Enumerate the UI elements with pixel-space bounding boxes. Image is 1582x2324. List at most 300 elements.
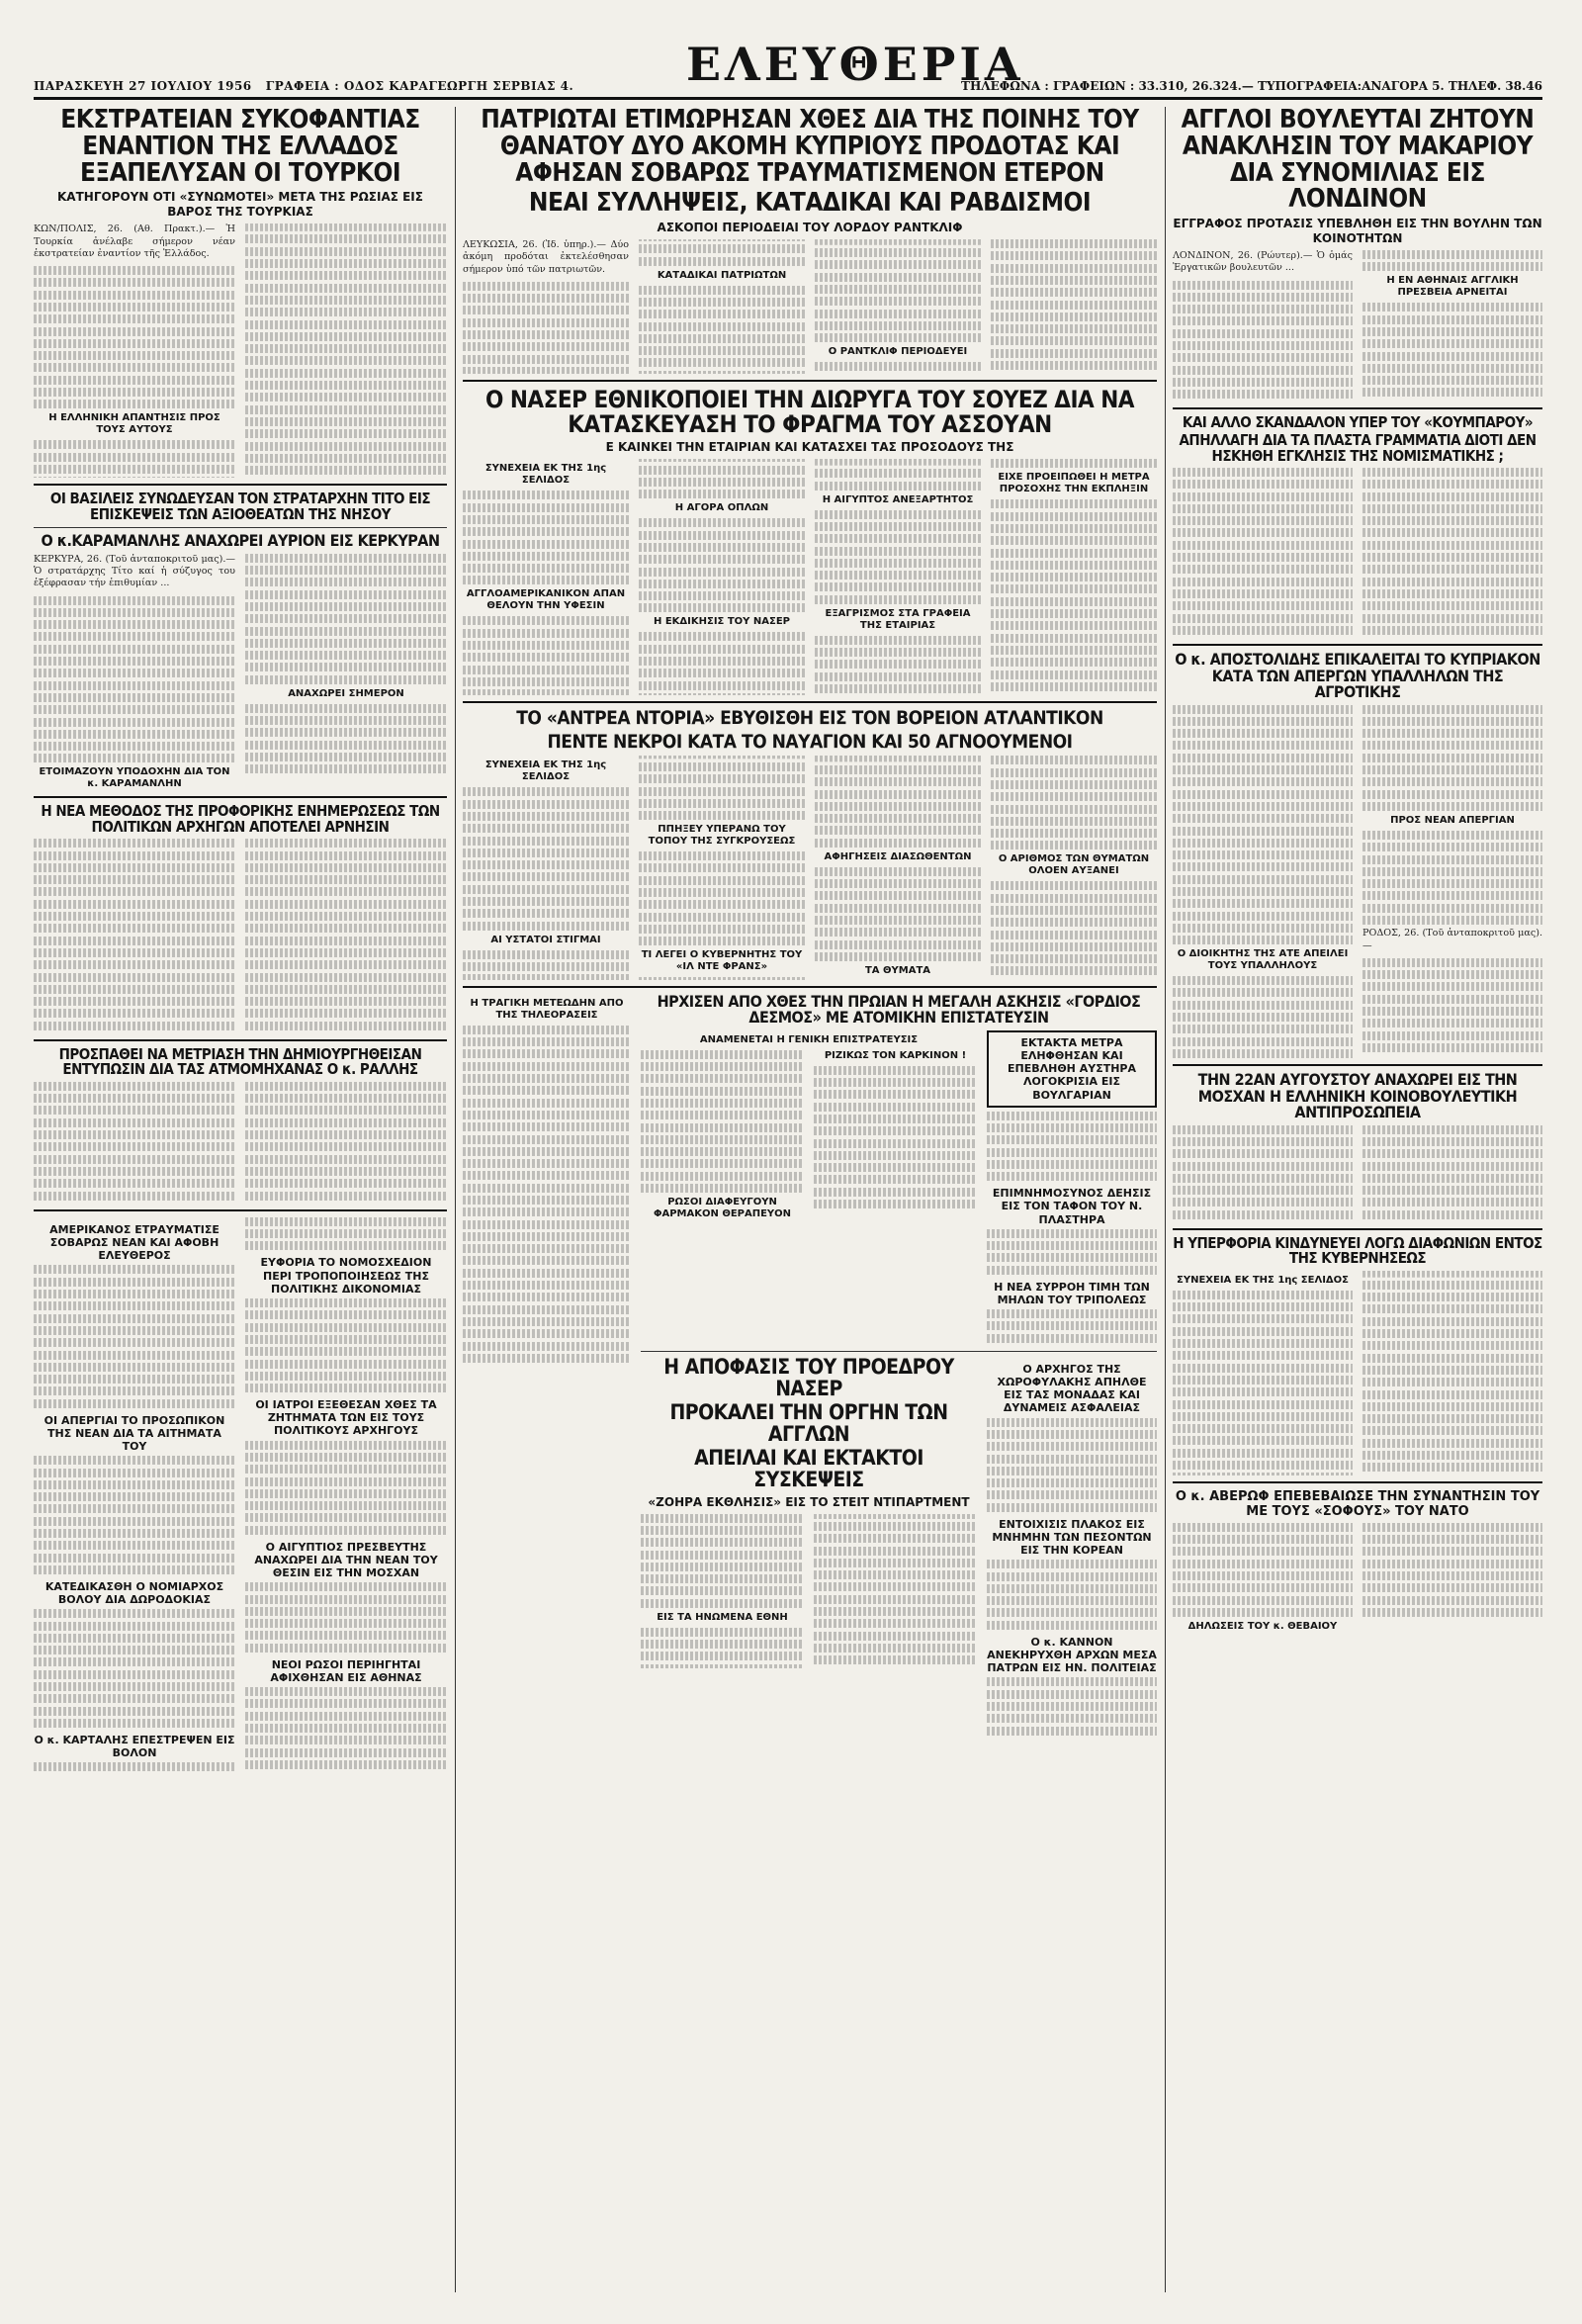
body-text-line bbox=[991, 805, 1157, 814]
body-text-line bbox=[34, 1022, 235, 1030]
body-text-line bbox=[245, 875, 447, 884]
headline-turkish-campaign: ΕΚΣΤΡΑΤΕΙΑΝ ΣΥΚΟΦΑΝΤΙΑΣ ΕΝΑΝΤΙΟΝ ΤΗΣ ΕΛΛΑΔΟΣ ΕΞΑΠΕΛΥΣΑΝ ΟΙ ΤΟΥΡΚΟΙ bbox=[60, 105, 420, 188]
body-text-line bbox=[34, 912, 235, 921]
body-text-line bbox=[1173, 468, 1353, 477]
body-text-line bbox=[463, 1159, 631, 1168]
body-text-line bbox=[463, 1171, 631, 1180]
body-text-line bbox=[34, 681, 235, 690]
body-text-line bbox=[1173, 1523, 1353, 1532]
body-text-line bbox=[245, 764, 447, 773]
body-text-line bbox=[639, 632, 805, 641]
body-text-line bbox=[639, 787, 805, 796]
body-text-line bbox=[815, 248, 981, 257]
article-andrea-doria bbox=[463, 756, 1157, 980]
body-text-line bbox=[1173, 565, 1353, 574]
body-text-line bbox=[245, 344, 447, 353]
article-nasser-suez bbox=[463, 459, 1157, 695]
subhead-state-department: «ΖΟΗΡΑ ΕΚΘΛΗΣΙΣ» ΕΙΣ ΤΟ ΣΤΕΙΤ ΝΤΙΠΑΡΤΜΕΝΤ bbox=[648, 1494, 970, 1509]
body-text-line bbox=[245, 466, 447, 475]
body-text-line bbox=[815, 636, 981, 645]
body-text-line bbox=[815, 672, 981, 681]
body-text-line bbox=[1362, 528, 1542, 537]
body-text-line bbox=[245, 417, 447, 426]
headline-nea-methodos: Η ΝΕΑ ΜΕΘΟΔΟΣ ΤΗΣ ΠΡΟΦΟΡΙΚΗΣ ΕΝΗΜΕΡΩΣΕΩΣ ΤΩΝ ΠΟΛΙΤΙΚΩΝ ΑΡΧΗΓΩΝ ΑΠΟΤΕΛΕΙ ΑΡΝΗΣΙΝ bbox=[41, 802, 440, 836]
subhead-victims: ΤΑ ΘΥΜΑΤΑ bbox=[864, 964, 931, 976]
column-left bbox=[34, 107, 447, 1773]
body-text-line bbox=[34, 266, 235, 275]
body-text-line bbox=[1362, 1547, 1542, 1556]
headline-nasser-decision: Η ΑΠΟΦΑΣΙΣ ΤΟΥ ΠΡΟΕΔΡΟΥ ΝΑΣΕΡ bbox=[663, 1354, 954, 1400]
headline-british-anger: ΠΡΟΚΑΛΕΙ ΤΗΝ ΟΡΓΗΝ ΤΩΝ ΑΓΓΛΩΝ bbox=[669, 1400, 948, 1446]
body-text-line bbox=[34, 730, 235, 739]
body-text-line bbox=[463, 837, 629, 846]
article-dateline: ΚΩΝ/ΠΟΛΙΣ, 26. (Αθ. Πρακτ.).— Ἡ Τουρκία ἀνέλαβε σήμερον νέαν ἐκστρατείαν ἐναντίον τῆς Ἑλλάδος. bbox=[34, 223, 235, 259]
body-text-line bbox=[991, 549, 1157, 558]
subhead-last-moments: ΑΙ ΥΣΤΑΤΟΙ ΣΤΙΓΜΑΙ bbox=[490, 934, 601, 945]
body-text-line bbox=[34, 400, 235, 408]
body-text-line bbox=[641, 1111, 804, 1119]
masthead-title: ΕΛΕΥΘΕΡΙΑ bbox=[686, 38, 1024, 91]
body-text-line bbox=[245, 1179, 447, 1188]
subhead-death-toll: Ο ΑΡΙΘΜΟΣ ΤΩΝ ΘΥΜΑΤΩΝ ΟΛΟΕΝ ΑΥΞΑΝΕΙ bbox=[998, 853, 1150, 877]
body-text-line bbox=[1362, 1162, 1542, 1171]
body-text-line bbox=[245, 675, 447, 684]
body-text-line bbox=[463, 282, 629, 291]
body-text-line bbox=[34, 1565, 235, 1574]
body-text-line bbox=[34, 465, 235, 474]
body-text-line bbox=[991, 251, 1157, 260]
body-text-line bbox=[1173, 1461, 1353, 1470]
body-text-line bbox=[1173, 1364, 1353, 1373]
body-text-line bbox=[641, 1184, 804, 1193]
article-averof bbox=[1173, 1523, 1542, 1633]
body-text-line bbox=[815, 482, 981, 491]
body-text-line bbox=[245, 1760, 447, 1769]
body-text-line bbox=[245, 639, 447, 648]
body-text-line bbox=[245, 1347, 447, 1356]
body-text-line bbox=[987, 1321, 1157, 1330]
brief-nomosxedio: ΕΥΦΟΡΙΑ ΤΟ ΝΟΜΟΣΧΕΔΙΟΝ ΠΕΡΙ ΤΡΟΠΟΠΟΙΗΣΕΩΣ ΤΗΣ ΠΟΛΙΤΙΚΗΣ ΔΙΚΟΝΟΜΙΑΣ bbox=[260, 1256, 432, 1296]
body-text-line bbox=[1362, 541, 1542, 550]
headline-police-chief: Ο ΑΡΧΗΓΟΣ ΤΗΣ ΧΩΡΟΦΥΛΑΚΗΣ ΑΠΗΛΘΕ ΕΙΣ ΤΑΣ ΜΟΝΑΔΑΣ ΚΑΙ ΔΥΝΑΜΕΙΣ ΑΣΦΑΛΕΙΑΣ bbox=[997, 1362, 1147, 1415]
body-text-line bbox=[1173, 777, 1353, 786]
body-text-line bbox=[1362, 1366, 1542, 1375]
body-text-line bbox=[245, 614, 447, 623]
headline-koumbaros: ΚΑΙ ΑΛΛΟ ΣΚΑΝΔΑΛΟΝ ΥΠΕΡ ΤΟΥ «ΚΟΥΜΠΑΡΟΥ» bbox=[1182, 412, 1534, 431]
body-text-line bbox=[34, 937, 235, 945]
body-text-line bbox=[34, 278, 235, 287]
headline-andrea-doria: ΤΟ «ΑΝΤΡΕΑ ΝΤΟΡΙΑ» ΕΒΥΘΙΣΘΗ ΕΙΣ ΤΟΝ ΒΟΡΕΙΟΝ ΑΤΛΑΝΤΙΚΟΝ bbox=[516, 707, 1103, 730]
body-text-line bbox=[987, 1621, 1157, 1630]
body-text-line bbox=[641, 1551, 804, 1560]
body-text-line bbox=[245, 284, 447, 293]
body-text-line bbox=[34, 1554, 235, 1563]
body-text-line bbox=[1173, 875, 1353, 884]
body-text-line bbox=[34, 924, 235, 933]
body-text-line bbox=[245, 454, 447, 463]
subhead-flight-over: ΠΠΗΞΕΥ ΥΠΕΡΑΝΩ ΤΟΥ ΤΟΠΟΥ ΤΗΣ ΣΥΓΚΡΟΥΣΕΩΣ bbox=[648, 824, 796, 848]
body-text-line bbox=[987, 1572, 1157, 1581]
body-text-line bbox=[34, 1338, 235, 1347]
body-text-line bbox=[641, 1640, 804, 1649]
body-text-line bbox=[245, 1384, 447, 1392]
body-text-line bbox=[463, 1196, 631, 1205]
headline-karamanlis-kerkyra: Ο κ.ΚΑΡΑΜΑΝΛΗΣ ΑΝΑΧΩΡΕΙ ΑΥΡΙΟΝ ΕΙΣ ΚΕΡΚΥΡΑΝ bbox=[41, 531, 440, 551]
body-text-line bbox=[639, 543, 805, 552]
body-text-line bbox=[1173, 504, 1353, 513]
body-text-line bbox=[814, 1078, 977, 1087]
body-text-line bbox=[1173, 717, 1353, 726]
body-text-line bbox=[34, 1657, 235, 1666]
body-text-line bbox=[245, 716, 447, 725]
body-text-line bbox=[1173, 1174, 1353, 1183]
body-text-line bbox=[1362, 303, 1542, 312]
body-text-line bbox=[1173, 729, 1353, 738]
body-text-line bbox=[34, 718, 235, 727]
body-text-line bbox=[991, 561, 1157, 570]
body-text-line bbox=[463, 666, 629, 674]
body-text-line bbox=[34, 839, 235, 848]
body-text-line bbox=[245, 1513, 447, 1522]
body-text-line bbox=[814, 1175, 977, 1184]
body-text-line bbox=[1362, 1198, 1542, 1207]
body-text-line bbox=[34, 1529, 235, 1538]
president-row bbox=[641, 1354, 1157, 1739]
body-text-line bbox=[987, 1608, 1157, 1617]
body-text-line bbox=[34, 339, 235, 348]
body-text-line bbox=[639, 478, 805, 487]
body-text-line bbox=[1362, 995, 1542, 1004]
body-text-line bbox=[245, 973, 447, 982]
body-text-line bbox=[639, 657, 805, 666]
body-text-line bbox=[34, 1155, 235, 1164]
body-text-line bbox=[991, 361, 1157, 370]
body-text-line bbox=[1362, 1608, 1542, 1617]
body-text-line bbox=[34, 596, 235, 605]
body-text-line bbox=[1173, 1302, 1353, 1311]
body-text-line bbox=[1173, 1424, 1353, 1433]
body-text-line bbox=[1173, 516, 1353, 525]
body-text-line bbox=[1362, 843, 1542, 851]
subhead-anglo-american: ΑΓΓΛΟΑΜΕΡΙΚΑΝΙΚΟΝ ΑΠΑΝ ΘΕΛΟΥΝ ΤΗΝ ΥΦΕΣΙΝ bbox=[466, 588, 626, 612]
body-text-line bbox=[815, 765, 981, 774]
subhead-arms: Η ΑΓΟΡΑ ΟΠΛΩΝ bbox=[674, 502, 769, 514]
body-text-line bbox=[1173, 899, 1353, 908]
subhead-house-of-commons: ΕΓΓΡΑΦΟΣ ΠΡΟΤΑΣΙΣ ΥΠΕΒΛΗΘΗ ΕΙΣ ΤΗΝ ΒΟΥΛΗΝ ΤΩΝ ΚΟΙΝΟΤΗΤΩΝ bbox=[1173, 217, 1542, 246]
body-text-line bbox=[991, 817, 1157, 826]
body-text-line bbox=[245, 259, 447, 268]
body-text-line bbox=[34, 1106, 235, 1115]
body-text-line bbox=[1362, 904, 1542, 913]
column-right bbox=[1173, 107, 1542, 1633]
body-text-line bbox=[463, 576, 629, 584]
body-text-line bbox=[34, 1009, 235, 1018]
article-koumbaros bbox=[1173, 468, 1542, 638]
body-text-line bbox=[463, 849, 629, 857]
body-text-line bbox=[1173, 1025, 1353, 1033]
lower-center-block bbox=[463, 991, 1157, 1739]
body-text-line bbox=[639, 568, 805, 577]
body-text-line bbox=[815, 952, 981, 961]
body-text-line bbox=[1362, 867, 1542, 876]
body-text-line bbox=[815, 777, 981, 786]
body-text-line bbox=[1173, 1436, 1353, 1445]
body-text-line bbox=[1173, 1327, 1353, 1336]
body-text-line bbox=[463, 922, 629, 931]
body-text-line bbox=[245, 704, 447, 713]
headline-yperforia: Η ΥΠΕΡΦΟΡΙΑ ΚΙΝΔΥΝΕΥΕΙ ΛΟΓΩ ΔΙΑΦΩΝΙΩΝ ΕΝΤΟΣ ΤΗΣ ΚΥΒΕΡΝΗΣΕΩΣ bbox=[1173, 1234, 1542, 1268]
subhead-new-strike: ΠΡΟΣ ΝΕΑΝ ΑΠΕΡΓΙΑΝ bbox=[1390, 814, 1515, 826]
body-text-line bbox=[34, 620, 235, 629]
body-text-line bbox=[815, 522, 981, 531]
body-text-line bbox=[815, 867, 981, 876]
body-text-line bbox=[34, 1375, 235, 1384]
column-divider bbox=[455, 107, 456, 2292]
body-text-line bbox=[639, 799, 805, 808]
body-text-line bbox=[987, 1714, 1157, 1723]
subhead-survivors: ΑΦΗΓΗΣΕΙΣ ΔΙΑΣΩΘΕΝΤΩΝ bbox=[824, 850, 972, 862]
body-text-line bbox=[815, 648, 981, 657]
body-text-line bbox=[991, 573, 1157, 581]
body-text-line bbox=[991, 768, 1157, 777]
body-text-line bbox=[245, 1118, 447, 1127]
body-text-line bbox=[641, 1599, 804, 1608]
headline-threats: ΑΠΕΙΛΑΙ ΚΑΙ ΕΚΤΑΚΤΟΙ ΣΥΣΚΕΨΕΙΣ bbox=[694, 1446, 923, 1492]
subhead-radcliffe-tours: ΑΣΚΟΠΟΙ ΠΕΡΙΟΔΕΙΑΙ ΤΟΥ ΛΟΡΔΟΥ ΡΑΝΤΚΛΙΦ bbox=[657, 221, 963, 235]
body-text-line bbox=[1362, 1596, 1542, 1605]
body-text-line bbox=[463, 503, 629, 512]
subhead-etoimazoun: ΕΤΟΙΜΑΖΟΥΝ ΥΠΟΔΟΧΗΝ ΔΙΑ ΤΟΝ κ. ΚΑΡΑΜΑΝΛΗΝ bbox=[39, 766, 230, 790]
headline-counterfeit: ΑΠΗΛΛΑΓΗ ΔΙΑ ΤΑ ΠΛΑΣΤΑ ΓΡΑΜΜΑΤΙΑ ΔΙΟΤΙ ΔΕΝ ΗΣΚΗΘΗ ΕΓΚΛΗΣΙΣ ΤΗΣ ΝΟΜΙΣΜΑΤΙΚΗΣ ; bbox=[1179, 431, 1537, 465]
headline-kings-tito: ΟΙ ΒΑΣΙΛΕΙΣ ΣΥΝΩΔΕΥΣΑΝ ΤΟΝ ΣΤΡΑΤΑΡΧΗΝ ΤΙΤΟ ΕΙΣ ΕΠΙΣΚΕΨΕΙΣ ΤΩΝ ΑΞΙΟΘΕΑΤΩΝ ΤΗΣ ΝΗΣΟΥ bbox=[49, 490, 431, 523]
body-text-line bbox=[245, 1477, 447, 1486]
brief-american: ΑΜΕΡΙΚΑΝΟΣ ΕΤΡΑΥΜΑΤΙΣΕ ΣΟΒΑΡΩΣ ΝΕΑΝ ΚΑΙ ΑΦΟΒΗ ΕΛΕΥΘΕΡΟΣ bbox=[49, 1222, 220, 1263]
body-text-line bbox=[1173, 341, 1353, 350]
body-text-line bbox=[1362, 958, 1542, 967]
brief-iatroi: ΟΙ ΙΑΤΡΟΙ ΕΞΕΘΕΣΑΝ ΧΘΕΣ ΤΑ ΖΗΤΗΜΑΤΑ ΤΩΝ ΕΙΣ ΤΟΥΣ ΠΟΛΙΤΙΚΟΥΣ ΑΡΧΗΓΟΥΣ bbox=[255, 1398, 437, 1438]
body-text-line bbox=[245, 985, 447, 994]
body-text-line bbox=[815, 547, 981, 556]
body-text-line bbox=[1362, 1043, 1542, 1052]
body-text-line bbox=[815, 321, 981, 330]
body-text-line bbox=[245, 1631, 447, 1640]
body-text-line bbox=[991, 954, 1157, 963]
body-text-line bbox=[639, 244, 805, 253]
body-text-line bbox=[463, 812, 629, 821]
body-text-line bbox=[987, 1690, 1157, 1699]
article-dateline-rodos: ΡΟΔΟΣ, 26. (Τοῦ ἀνταποκριτοῦ μας).— bbox=[1362, 928, 1542, 951]
body-text-line bbox=[463, 641, 629, 650]
body-text-line bbox=[639, 937, 805, 945]
body-text-line bbox=[1173, 705, 1353, 714]
body-text-line bbox=[639, 518, 805, 527]
body-text-line bbox=[1362, 1378, 1542, 1386]
body-text-line bbox=[245, 663, 447, 671]
body-text-line bbox=[34, 1634, 235, 1643]
body-text-line bbox=[1362, 1583, 1542, 1592]
body-text-line bbox=[991, 841, 1157, 849]
body-text-line bbox=[245, 960, 447, 969]
body-text-line bbox=[1362, 982, 1542, 991]
body-text-line bbox=[34, 291, 235, 300]
body-text-line bbox=[1173, 1037, 1353, 1046]
body-text-line bbox=[1362, 327, 1542, 336]
body-text-line bbox=[814, 1066, 977, 1075]
body-text-line bbox=[1173, 1560, 1353, 1568]
body-text-line bbox=[987, 1123, 1157, 1132]
body-text-line bbox=[34, 1301, 235, 1310]
body-text-line bbox=[1173, 1001, 1353, 1010]
body-text-line bbox=[1173, 1583, 1353, 1592]
body-text-line bbox=[245, 627, 447, 636]
body-text-line bbox=[1362, 468, 1542, 477]
body-text-line bbox=[1173, 378, 1353, 387]
body-text-line bbox=[639, 913, 805, 922]
body-text-line bbox=[987, 1266, 1157, 1275]
body-text-line bbox=[34, 887, 235, 896]
body-text-line bbox=[463, 552, 629, 561]
body-text-line bbox=[245, 602, 447, 611]
body-text-line bbox=[34, 1118, 235, 1127]
body-text-line bbox=[34, 985, 235, 994]
body-text-line bbox=[815, 310, 981, 318]
body-text-line bbox=[34, 1192, 235, 1201]
body-text-line bbox=[814, 1103, 977, 1112]
body-text-line bbox=[34, 632, 235, 641]
body-text-line bbox=[814, 1188, 977, 1197]
body-text-line bbox=[34, 303, 235, 312]
body-text-line bbox=[34, 1142, 235, 1151]
body-text-line bbox=[987, 1478, 1157, 1487]
body-text-line bbox=[987, 1334, 1157, 1343]
body-text-line bbox=[34, 1719, 235, 1728]
body-text-line bbox=[987, 1442, 1157, 1451]
body-text-line bbox=[245, 851, 447, 860]
body-text-line bbox=[814, 1595, 977, 1604]
body-text-line bbox=[1362, 891, 1542, 900]
body-text-line bbox=[987, 1229, 1157, 1238]
body-text-line bbox=[245, 1372, 447, 1381]
body-text-line bbox=[991, 459, 1157, 468]
body-text-line bbox=[245, 1167, 447, 1176]
body-text-line bbox=[815, 814, 981, 823]
body-text-line bbox=[463, 1099, 631, 1108]
body-text-line bbox=[641, 1526, 804, 1535]
body-text-line bbox=[34, 693, 235, 702]
body-text-line bbox=[639, 591, 805, 600]
body-text-line bbox=[1173, 1376, 1353, 1385]
body-text-line bbox=[641, 1574, 804, 1583]
body-text-line bbox=[1362, 916, 1542, 925]
body-text-line bbox=[245, 356, 447, 365]
body-text-line bbox=[639, 645, 805, 654]
body-text-line bbox=[814, 1547, 977, 1556]
body-text-line bbox=[641, 1563, 804, 1571]
body-text-line bbox=[463, 1293, 631, 1301]
body-text-line bbox=[463, 1184, 631, 1193]
body-text-line bbox=[1173, 741, 1353, 750]
headline-gordios: ΗΡΧΙΣΕΝ ΑΠΟ ΧΘΕΣ ΤΗΝ ΠΡΩΙΑΝ Η ΜΕΓΑΛΗ ΑΣΚΗΣΙΣ «ΓΟΡΔΙΟΣ ΔΕΣΜΟΣ» ΜΕ ΑΤΟΜΙΚΗΝ ΕΠΙΣΤΑΤΕΥΣΙΝ bbox=[657, 991, 1141, 1028]
body-text-line bbox=[991, 313, 1157, 321]
column-divider bbox=[1165, 107, 1166, 2292]
body-text-line bbox=[987, 1172, 1157, 1181]
body-text-line bbox=[1362, 879, 1542, 888]
body-text-line bbox=[641, 1062, 804, 1071]
body-text-line bbox=[245, 1582, 447, 1591]
body-text-line bbox=[34, 973, 235, 982]
body-text-line bbox=[814, 1522, 977, 1531]
body-text-line bbox=[991, 931, 1157, 939]
body-text-line bbox=[991, 597, 1157, 606]
body-text-line bbox=[34, 1492, 235, 1501]
body-text-line bbox=[814, 1139, 977, 1148]
body-text-line bbox=[1173, 366, 1353, 375]
body-text-line bbox=[1173, 1210, 1353, 1219]
body-text-line bbox=[1362, 352, 1542, 361]
body-text-line bbox=[814, 1126, 977, 1135]
body-text-line bbox=[245, 1736, 447, 1744]
body-text-line bbox=[245, 1526, 447, 1535]
body-text-line bbox=[1362, 717, 1542, 726]
body-text-line bbox=[987, 1253, 1157, 1262]
body-text-line bbox=[991, 512, 1157, 521]
body-text-line bbox=[815, 660, 981, 669]
body-text-line bbox=[34, 1707, 235, 1716]
body-text-line bbox=[991, 584, 1157, 593]
body-text-line bbox=[463, 294, 629, 303]
headline-moscow-delegation: ΤΗΝ 22ΑΝ ΑΥΓΟΥΣΤΟΥ ΑΝΑΧΩΡΕΙ ΕΙΣ ΤΗΝ ΜΟΣΧΑΝ Η ΕΛΛΗΝΙΚΗ ΚΟΙΝΟΒΟΥΛΕΥΤΙΚΗ ΑΝΤΙΠΡΟΣΩΠΕΙΑ bbox=[1197, 1070, 1518, 1122]
body-text-line bbox=[814, 1619, 977, 1628]
body-text-line bbox=[245, 590, 447, 599]
body-text-line bbox=[34, 1609, 235, 1618]
body-text-line bbox=[463, 355, 629, 364]
newspaper-page bbox=[34, 36, 1542, 2300]
body-text-line bbox=[463, 824, 629, 833]
body-text-line bbox=[814, 1582, 977, 1591]
body-text-line bbox=[1173, 802, 1353, 811]
body-text-line bbox=[641, 1099, 804, 1108]
body-text-line bbox=[245, 1323, 447, 1332]
right-briefs bbox=[987, 1357, 1157, 1739]
body-text-line bbox=[815, 684, 981, 693]
body-text-line bbox=[34, 851, 235, 860]
body-text-line bbox=[1173, 1291, 1353, 1299]
body-text-line bbox=[245, 863, 447, 872]
body-text-line bbox=[245, 1217, 447, 1226]
body-text-line bbox=[815, 891, 981, 900]
body-text-line bbox=[1173, 305, 1353, 313]
body-text-line bbox=[34, 1351, 235, 1360]
headline-apples: Η ΝΕΑ ΣΥΡΡΟΗ ΤΙΜΗ ΤΩΝ ΜΗΛΩΝ ΤΟΥ ΤΡΙΠΟΛΕΩΣ bbox=[994, 1280, 1150, 1306]
body-text-line bbox=[1362, 565, 1542, 574]
body-text-line bbox=[463, 1062, 631, 1071]
body-text-line bbox=[463, 897, 629, 906]
body-text-line bbox=[245, 741, 447, 750]
body-text-line bbox=[639, 851, 805, 860]
body-text-line bbox=[34, 1290, 235, 1298]
body-text-line bbox=[245, 1310, 447, 1319]
body-text-line bbox=[34, 1480, 235, 1489]
body-text-line bbox=[991, 881, 1157, 890]
body-text-line bbox=[463, 1232, 631, 1241]
body-text-line bbox=[34, 327, 235, 336]
body-text-line bbox=[1173, 887, 1353, 896]
subhead-cancer-cure: ΡΩΣΟΙ ΔΙΑΦΕΥΓΟΥΝ ΦΑΡΜΑΚΟΝ ΘΕΡΑΠΕΥΟΝ ΡΙΖΙΚΩΣ ΤΟΝ ΚΑΡΚΙΝΟΝ ! bbox=[653, 1049, 967, 1220]
body-text-line bbox=[1362, 480, 1542, 489]
body-text-line bbox=[245, 1712, 447, 1721]
body-text-line bbox=[991, 894, 1157, 903]
body-text-line bbox=[814, 1559, 977, 1567]
